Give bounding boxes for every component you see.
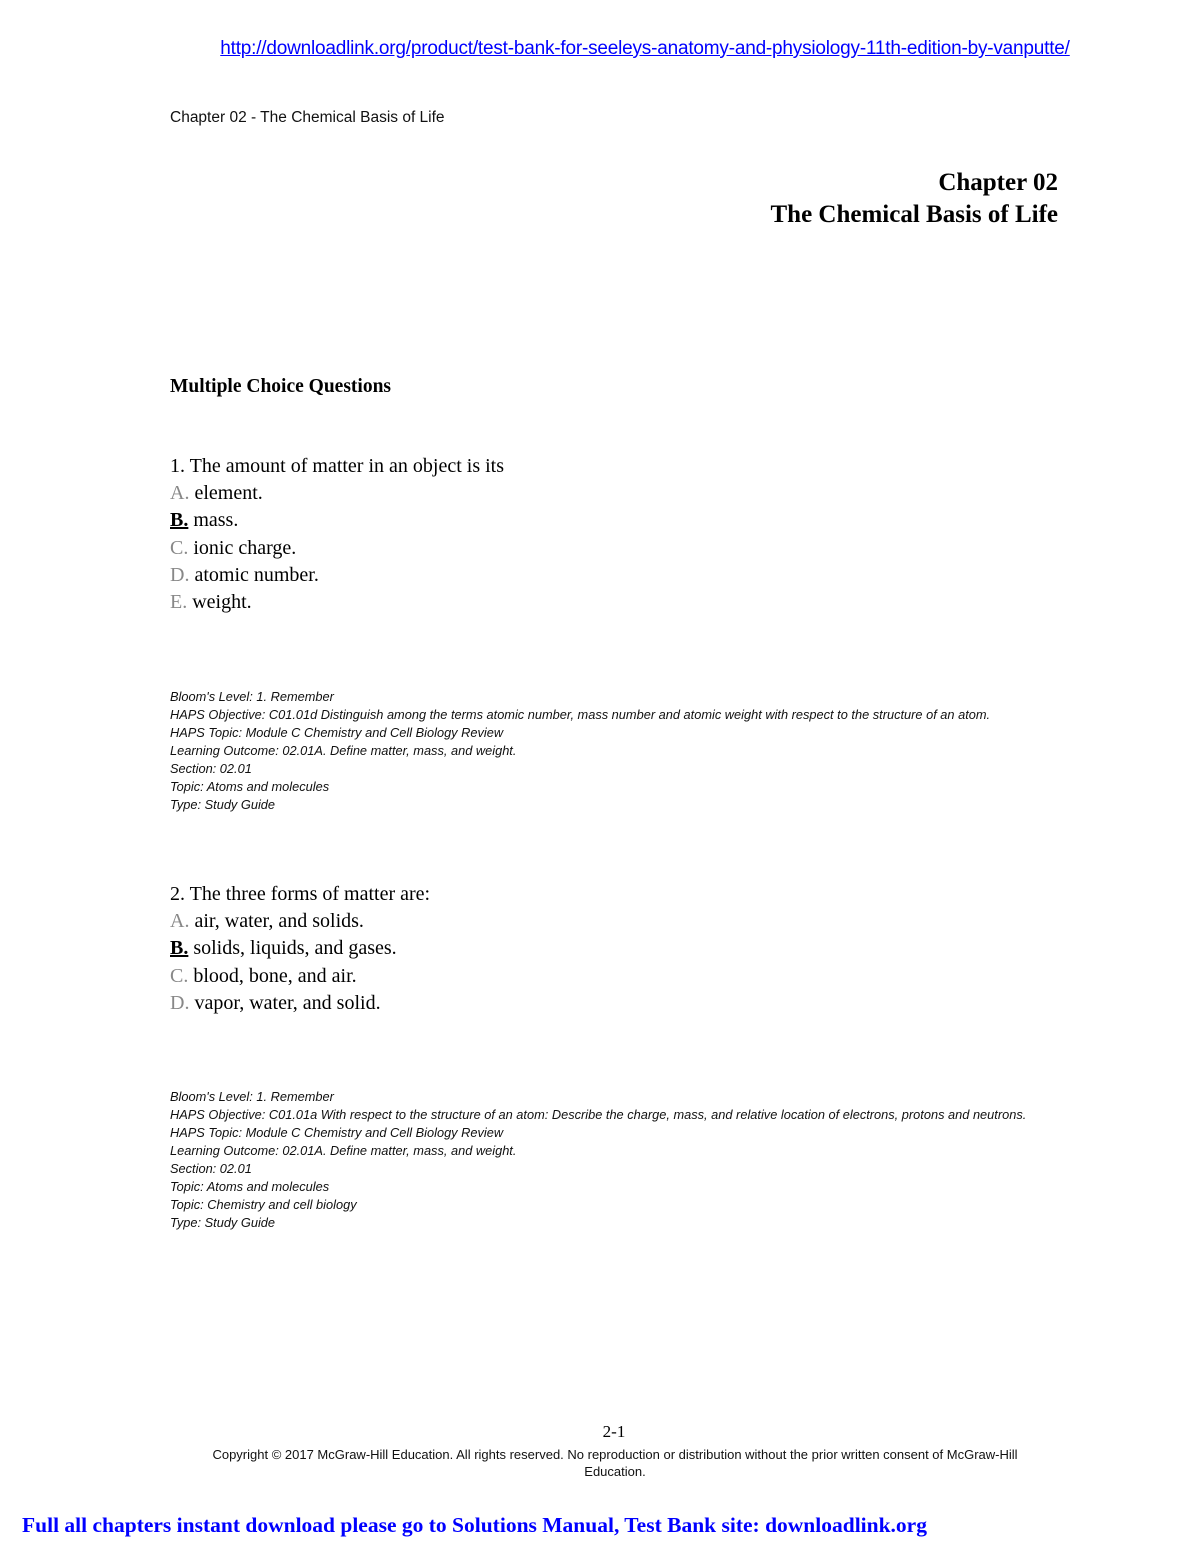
option-letter: C.	[170, 536, 189, 559]
question-stem: 2. The three forms of matter are:	[170, 883, 431, 905]
option-c	[170, 963, 430, 990]
option-d	[170, 990, 430, 1017]
option-letter: E.	[170, 591, 188, 614]
option-letter-correct: B.	[170, 509, 189, 532]
meta-learning-outcome: Learning Outcome: 02.01A. Define matter, mass, and weight.	[170, 743, 517, 758]
question-1-metadata	[170, 688, 1050, 814]
option-letter: D.	[170, 563, 190, 586]
option-text: element.	[194, 482, 263, 505]
meta-topic: Topic: Atoms and molecules	[170, 779, 330, 794]
option-b	[170, 507, 504, 534]
meta-blooms-level: Bloom's Level: 1. Remember	[170, 1089, 334, 1104]
chapter-number: Chapter 02	[938, 169, 1058, 196]
download-banner-link[interactable]: Full all chapters instant download please go to Solutions Manual, Test Bank site: downloadlink.org	[22, 1513, 927, 1537]
question-stem: 1. The amount of matter in an object is its	[170, 455, 505, 477]
option-text: air, water, and solids.	[194, 910, 364, 933]
meta-haps-topic: HAPS Topic: Module C Chemistry and Cell Biology Review	[170, 725, 504, 740]
meta-section: Section: 02.01	[170, 1161, 252, 1176]
option-letter: C.	[170, 964, 189, 987]
option-text: vapor, water, and solid.	[194, 991, 381, 1014]
running-header: Chapter 02 - The Chemical Basis of Life	[170, 109, 445, 126]
option-letter: A.	[170, 482, 190, 505]
option-e	[170, 589, 504, 616]
meta-learning-outcome: Learning Outcome: 02.01A. Define matter, mass, and weight.	[170, 1143, 517, 1158]
option-letter-correct: B.	[170, 937, 189, 960]
option-a	[170, 908, 430, 935]
option-text: solids, liquids, and gases.	[193, 937, 397, 960]
meta-haps-objective: HAPS Objective: C01.01a With respect to the structure of an atom: Describe the charge, mass, and relative location of electrons, protons and neutrons.	[170, 1107, 1027, 1122]
page-number: 2-1	[602, 1422, 626, 1441]
option-text: mass.	[193, 509, 239, 532]
meta-blooms-level: Bloom's Level: 1. Remember	[170, 689, 334, 704]
chapter-title	[771, 167, 1059, 231]
meta-section: Section: 02.01	[170, 761, 252, 776]
option-text: ionic charge.	[193, 536, 297, 559]
meta-type: Type: Study Guide	[170, 797, 276, 812]
meta-type: Type: Study Guide	[170, 1215, 276, 1230]
option-letter: A.	[170, 910, 190, 933]
section-title: Multiple Choice Questions	[170, 376, 392, 397]
option-text: blood, bone, and air.	[193, 964, 357, 987]
meta-haps-objective: HAPS Objective: C01.01d Distinguish among the terms atomic number, mass number and atomic weight with respect to the structure of an atom.	[170, 707, 991, 722]
product-link[interactable]: http://downloadlink.org/product/test-bank-for-seeleys-anatomy-and-physiology-11th-edition-by-vanputte/	[220, 38, 1070, 59]
option-text: weight.	[192, 591, 252, 614]
question-1	[170, 453, 504, 616]
question-2-metadata	[170, 1088, 1050, 1232]
meta-haps-topic: HAPS Topic: Module C Chemistry and Cell Biology Review	[170, 1125, 504, 1140]
option-b	[170, 935, 430, 962]
question-2	[170, 881, 430, 1017]
copyright-notice: Copyright © 2017 McGraw-Hill Education. All rights reserved. No reproduction or distribution without the prior written consent of McGraw-Hill Education.	[212, 1447, 1018, 1479]
meta-topic: Topic: Atoms and molecules	[170, 1179, 330, 1194]
option-a	[170, 480, 504, 507]
chapter-name: The Chemical Basis of Life	[770, 201, 1058, 228]
option-d	[170, 562, 504, 589]
option-text: atomic number.	[194, 563, 319, 586]
meta-topic: Topic: Chemistry and cell biology	[170, 1197, 357, 1212]
option-letter: D.	[170, 991, 190, 1014]
option-c	[170, 535, 504, 562]
